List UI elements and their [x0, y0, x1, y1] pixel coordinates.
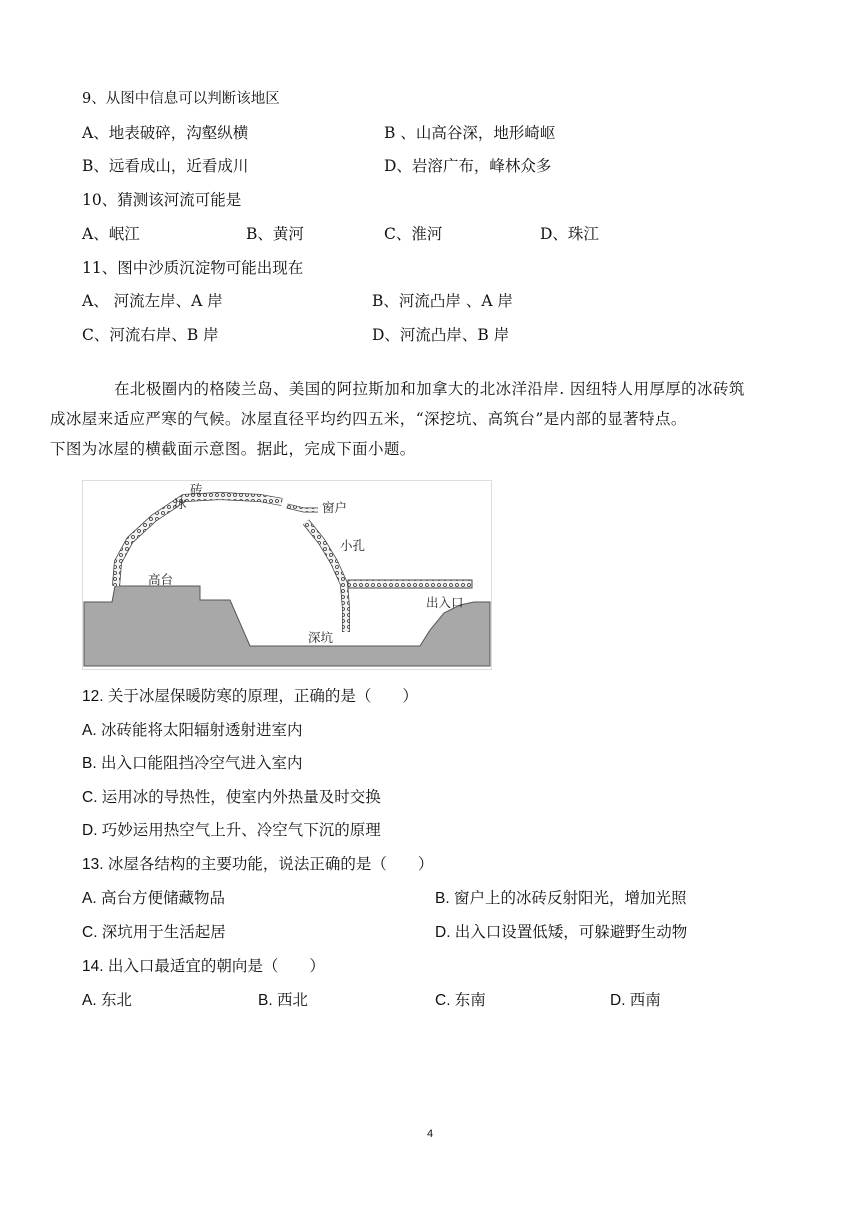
q14-stem: 14. 出入口最适宜的朝向是（ ） [82, 958, 325, 975]
q14-option-c: C. 东南 [435, 992, 486, 1009]
q11-option-d: D、河流凸岸、B 岸 [372, 326, 510, 344]
q11-option-b: B、河流凸岸 、A 岸 [372, 292, 513, 310]
q12-option-d: D. 巧妙运用热空气上升、冷空气下沉的原理 [82, 822, 381, 839]
q9-stem: 9、从图中信息可以判断该地区 [82, 91, 280, 107]
q11-option-c: C、河流右岸、B 岸 [82, 326, 219, 344]
q14-option-b: B. 西北 [258, 992, 308, 1009]
q13-option-a: A. 高台方便储藏物品 [82, 890, 225, 907]
q12-option-b: B. 出入口能阻挡冷空气进入室内 [82, 755, 303, 772]
label-ice: 冰 [174, 496, 187, 511]
entrance-tunnel-roof [348, 580, 472, 588]
q14-option-d: D. 西南 [610, 992, 661, 1009]
q13-option-c: C. 深坑用于生活起居 [82, 924, 226, 941]
igloo-diagram-svg [82, 480, 492, 670]
passage-line-2: 成冰屋来适应严寒的气候。冰屋直径平均约四五米，“深挖坑、高筑台”是内部的显著特点。 [50, 410, 687, 428]
label-entrance: 出入口 [426, 595, 464, 610]
q9-option-c: B、远看成山，近看成川 [82, 157, 249, 175]
q12-option-a: A. 冰砖能将太阳辐射透射进室内 [82, 722, 303, 739]
q13-option-b: B. 窗户上的冰砖反射阳光，增加光照 [435, 890, 687, 907]
passage-text [50, 374, 812, 464]
q13-stem: 13. 冰屋各结构的主要功能，说法正确的是（ ） [82, 856, 434, 873]
q12-option-c: C. 运用冰的导热性，使室内外热量及时交换 [82, 789, 381, 806]
label-small-hole: 小孔 [340, 538, 366, 553]
q11-option-a: A、 河流左岸、A 岸 [82, 292, 223, 310]
q14-option-a: A. 东北 [82, 992, 132, 1009]
q10-option-b: B、黄河 [246, 225, 304, 243]
label-brick: 砖 [190, 482, 203, 497]
q9-option-d: D、岩溶广布，峰林众多 [384, 157, 552, 175]
label-platform: 高台 [148, 572, 174, 587]
q10-option-a: A、岷江 [82, 225, 140, 243]
passage-line-3: 下图为冰屋的横截面示意图。据此，完成下面小题。 [50, 440, 416, 458]
label-deep-pit: 深坑 [308, 630, 334, 645]
q10-option-d: D、珠江 [540, 225, 599, 243]
q9-option-a: A、地表破碎，沟壑纵横 [82, 124, 249, 142]
label-window: 窗户 [322, 500, 348, 515]
passage-line-1: 在北极圈内的格陵兰岛、美国的阿拉斯加和加拿大的北冰洋沿岸. 因纽特人用厚厚的冰砖筑 [114, 380, 745, 398]
q10-option-c: C、淮河 [384, 225, 443, 243]
q10-stem: 10、猜测该河流可能是 [82, 191, 242, 209]
q13-option-d: D. 出入口设置低矮，可躲避野生动物 [435, 924, 688, 941]
igloo-cross-section-diagram [82, 480, 492, 670]
q9-option-b: B 、山高谷深，地形崎岖 [384, 124, 556, 142]
q12-stem: 12. 关于冰屋保暖防寒的原理，正确的是（ ） [82, 688, 418, 705]
q11-stem: 11、图中沙质沉淀物可能出现在 [82, 259, 304, 277]
page-number: 4 [426, 1128, 434, 1140]
